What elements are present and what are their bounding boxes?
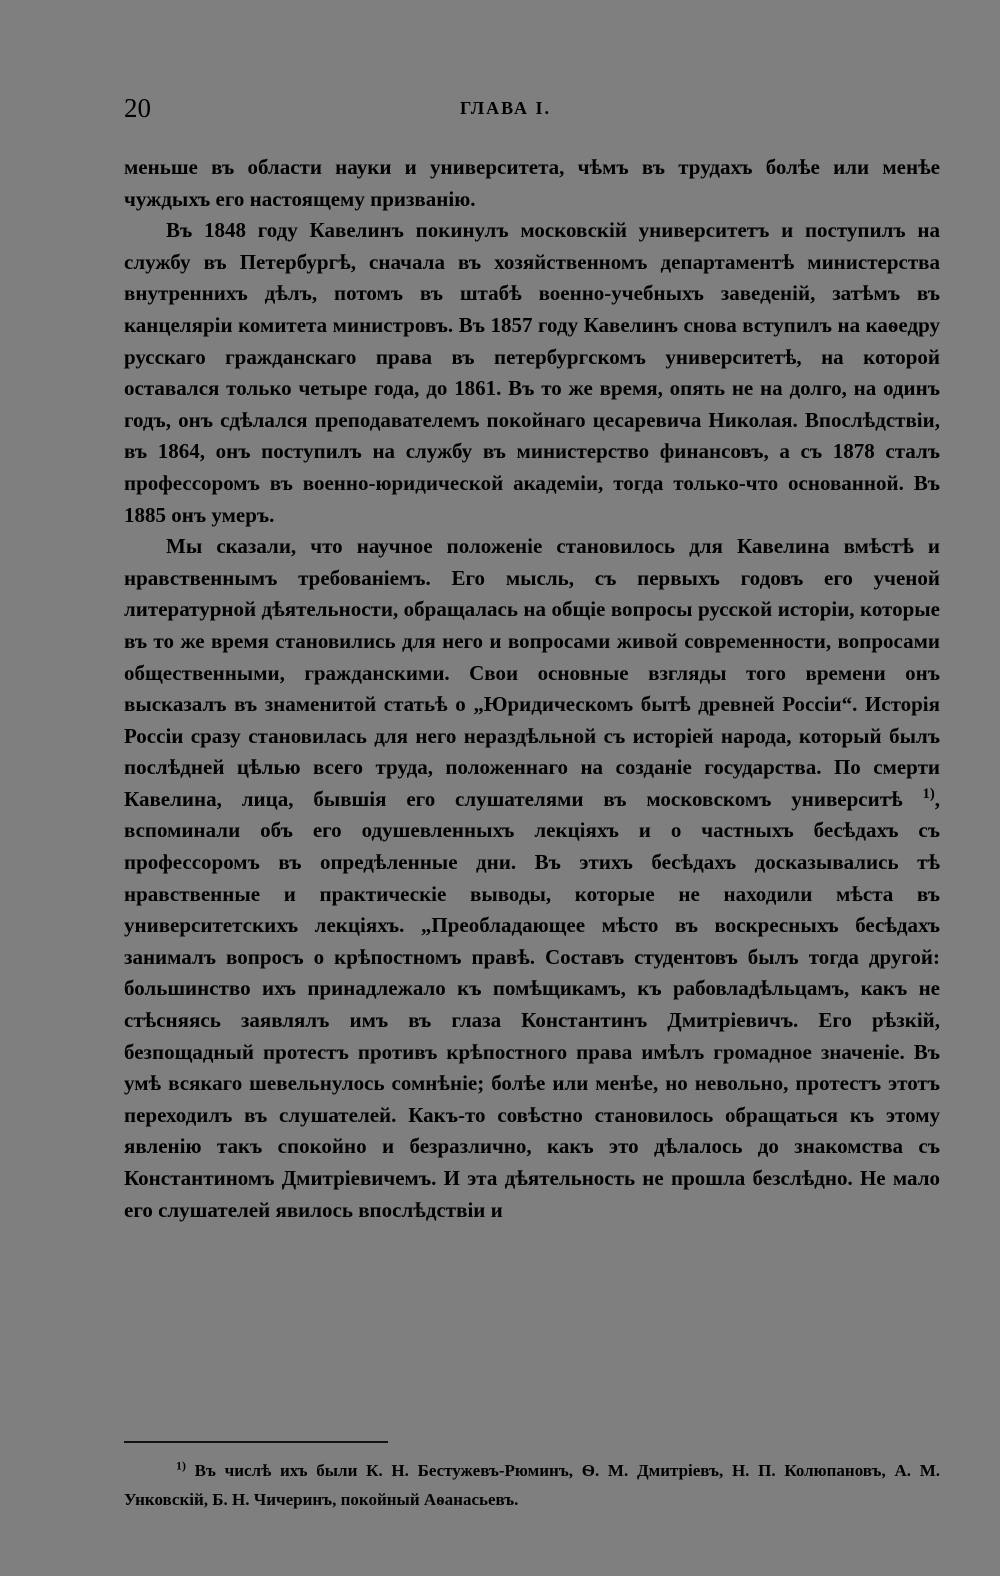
- footnote-reference: 1): [922, 785, 935, 802]
- footnote-text: Въ числѣ ихъ были К. Н. Бестужевъ-Рюминъ, Ѳ. М. Дмитріевъ, Н. П. Колюпановъ, А. М. Унковскій, Б. Н. Чичеринъ, покойный Аѳанасьевъ.: [124, 1461, 940, 1509]
- footnote-divider: [124, 1441, 388, 1443]
- footnote-marker: 1): [176, 1458, 186, 1473]
- paragraph-3-text-before: Мы сказали, что научное положеніе становилось для Кавелина вмѣстѣ и нравственнымъ требованіемъ. Его мысль, съ первыхъ годовъ его ученой литературной дѣятельности, обращалась на общіе вопросы русской исторіи, которые въ то же время становились для него и вопросами живой современности, вопросами общественными, гражданскими. Свои основные взгляды того времени онъ высказалъ въ знаменитой статьѣ о „Юридическомъ бытѣ древней Россіи“. Исторія Россіи сразу становилась для него нераздѣльной съ исторіей народа, который былъ послѣдней цѣлью всего труда, положеннаго на созданіе государства. По смерти Кавелина, лица, бывшія его слушателями въ московскомъ университѣ: [124, 534, 940, 811]
- main-text: [124, 152, 940, 1226]
- page-number: 20: [124, 93, 151, 123]
- paragraph-3-text-after: , вспоминали объ его одушевленныхъ лекціяхъ и о частныхъ бесѣдахъ съ профессоромъ въ опредѣленные дни. Въ этихъ бесѣдахъ досказывались тѣ нравственные и практическіе выводы, которые не находили мѣста въ университетскихъ лекціяхъ. „Преобладающее мѣсто въ воскресныхъ бесѣдахъ занималъ вопросъ о крѣпостномъ правѣ. Составъ студентовъ былъ тогда другой: большинство ихъ принадлежало къ помѣщикамъ, къ рабовладѣльцамъ, какъ не стѣсняясь заявлялъ имъ въ глаза Константинъ Дмитріевичъ. Его рѣзкій, безпощадный протестъ противъ крѣпостного права имѣлъ громадное значеніе. Въ умѣ всякаго шевельнулось сомнѣніе; болѣе или менѣе, но невольно, протестъ этотъ переходилъ въ слушателей. Какъ-то совѣстно становилось обращаться къ этому явленію такъ спокойно и безразлично, какъ это дѣлалось до знакомства съ Константиномъ Дмитріевичемъ. И эта дѣятельность не прошла безслѣдно. Не мало его слушателей явилось впослѣдствіи и: [124, 786, 940, 1222]
- paragraph-3: [124, 531, 940, 1226]
- chapter-title: ГЛАВА I.: [460, 98, 552, 118]
- footnote: [124, 1456, 940, 1514]
- paragraph-2: Въ 1848 году Кавелинъ покинулъ московскій университетъ и поступилъ на службу въ Петербургѣ, сначала въ хозяйственномъ департаментѣ министерства внутреннихъ дѣлъ, потомъ въ штабѣ военно-учебныхъ заведеній, затѣмъ въ канцеляріи комитета министровъ. Въ 1857 году Кавелинъ снова вступилъ на каѳедру русскаго гражданскаго права въ петербургскомъ университетѣ, на которой оставался только четыре года, до 1861. Въ то же время, опять не на долго, на одинъ годъ, онъ сдѣлался преподавателемъ покойнаго цесаревича Николая. Впослѣдствіи, въ 1864, онъ поступилъ на службу въ министерство финансовъ, а съ 1878 сталъ профессоромъ въ военно-юридической академіи, тогда только-что основанной. Въ 1885 онъ умеръ.: [124, 218, 940, 527]
- paragraph-1: меньше въ области науки и университета, чѣмъ въ трудахъ болѣе или менѣе чуждыхъ его настоящему призванію.: [124, 155, 940, 211]
- page-header: [124, 92, 936, 132]
